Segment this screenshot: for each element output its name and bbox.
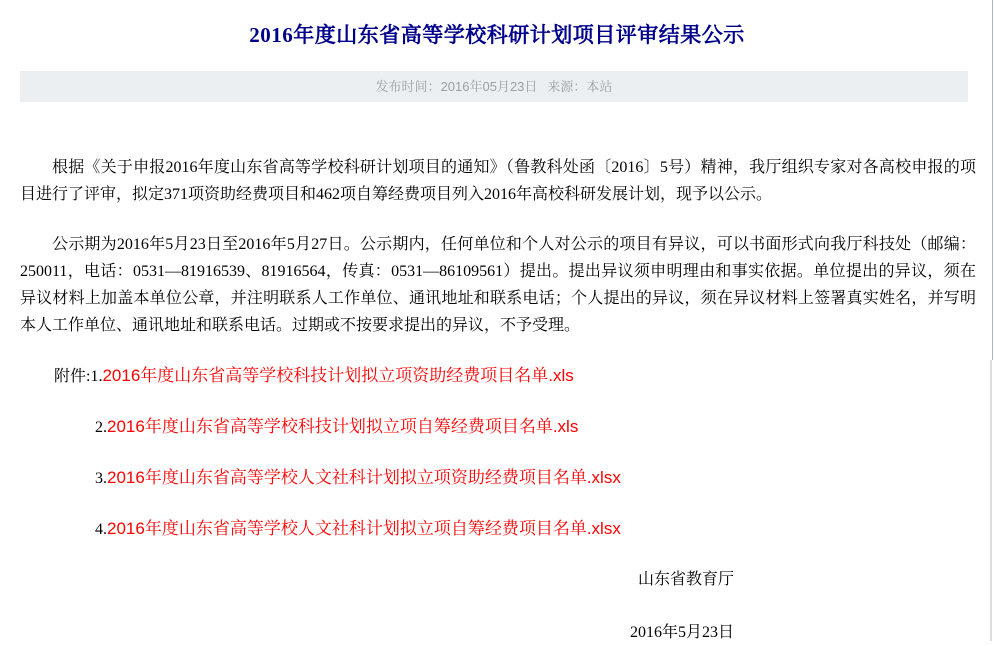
publish-time-label: 发布时间： xyxy=(375,79,441,94)
attachment-number-4: 4. xyxy=(95,521,107,538)
paragraph-objection-period: 公示期为2016年5月23日至2016年5月27日。公示期内，任何单位和个人对公示的项目有异议，可以书面形式向我厅科技处（邮编：250011，电话：0531—81916539、81916564，传真：0531—86109561）提出。提出异议须申明理由和事实依据。单位提出的异议，须在异议材料上加盖本单位公章，并注明联系人工作单位、通讯地址和联系电话；个人提出的异议，须在异议材料上签署真实姓名，并写明本人工作单位、通讯地址和联系电话。过期或不按要求提出的异议，不予受理。 xyxy=(20,236,976,334)
attachment-link-3[interactable]: 2016年度山东省高等学校人文社科计划拟立项资助经费项目名单.xlsx xyxy=(107,468,621,487)
paragraph-basis: 根据《关于申报2016年度山东省高等学校科研计划项目的通知》（鲁教科处函〔2016〕5号）精神，我厅组织专家对各高校申报的项目进行了评审，拟定371项资助经费项目和462项自筹经费项目列入2016年高校科研发展计划，现予以公示。 xyxy=(20,159,976,203)
attachment-link-2[interactable]: 2016年度山东省高等学校科技计划拟立项自筹经费项目名单.xls xyxy=(107,417,579,436)
attachment-row-1 xyxy=(20,362,976,390)
article-body xyxy=(20,154,976,646)
meta-bar xyxy=(20,71,968,102)
signature-org: 山东省教育厅 xyxy=(637,571,734,588)
page-title: 2016年度山东省高等学校科研计划项目评审结果公示 xyxy=(249,23,745,47)
signature-block xyxy=(20,566,976,646)
attachment-link-4[interactable]: 2016年度山东省高等学校人文社科计划拟立项自筹经费项目名单.xlsx xyxy=(107,519,621,538)
attachment-number-3: 3. xyxy=(95,470,107,487)
attachment-row-3 xyxy=(20,464,976,492)
attachment-row-2 xyxy=(20,413,976,441)
page-right-border-top xyxy=(992,0,993,360)
attachment-row-4 xyxy=(20,515,976,543)
attachments-label: 附件: xyxy=(54,368,91,385)
page-right-border-bottom xyxy=(990,360,992,641)
attachments-list xyxy=(20,362,976,543)
attachment-number-2: 2. xyxy=(95,419,107,436)
source-value: 本站 xyxy=(586,79,613,94)
source-label: 来源： xyxy=(547,79,587,94)
attachment-number-1: 1. xyxy=(90,368,103,385)
signature-date: 2016年5月23日 xyxy=(629,624,734,641)
publish-time-value: 2016年05月23日 xyxy=(440,79,538,94)
attachment-link-1[interactable]: 2016年度山东省高等学校科技计划拟立项资助经费项目名单.xls xyxy=(102,366,574,385)
